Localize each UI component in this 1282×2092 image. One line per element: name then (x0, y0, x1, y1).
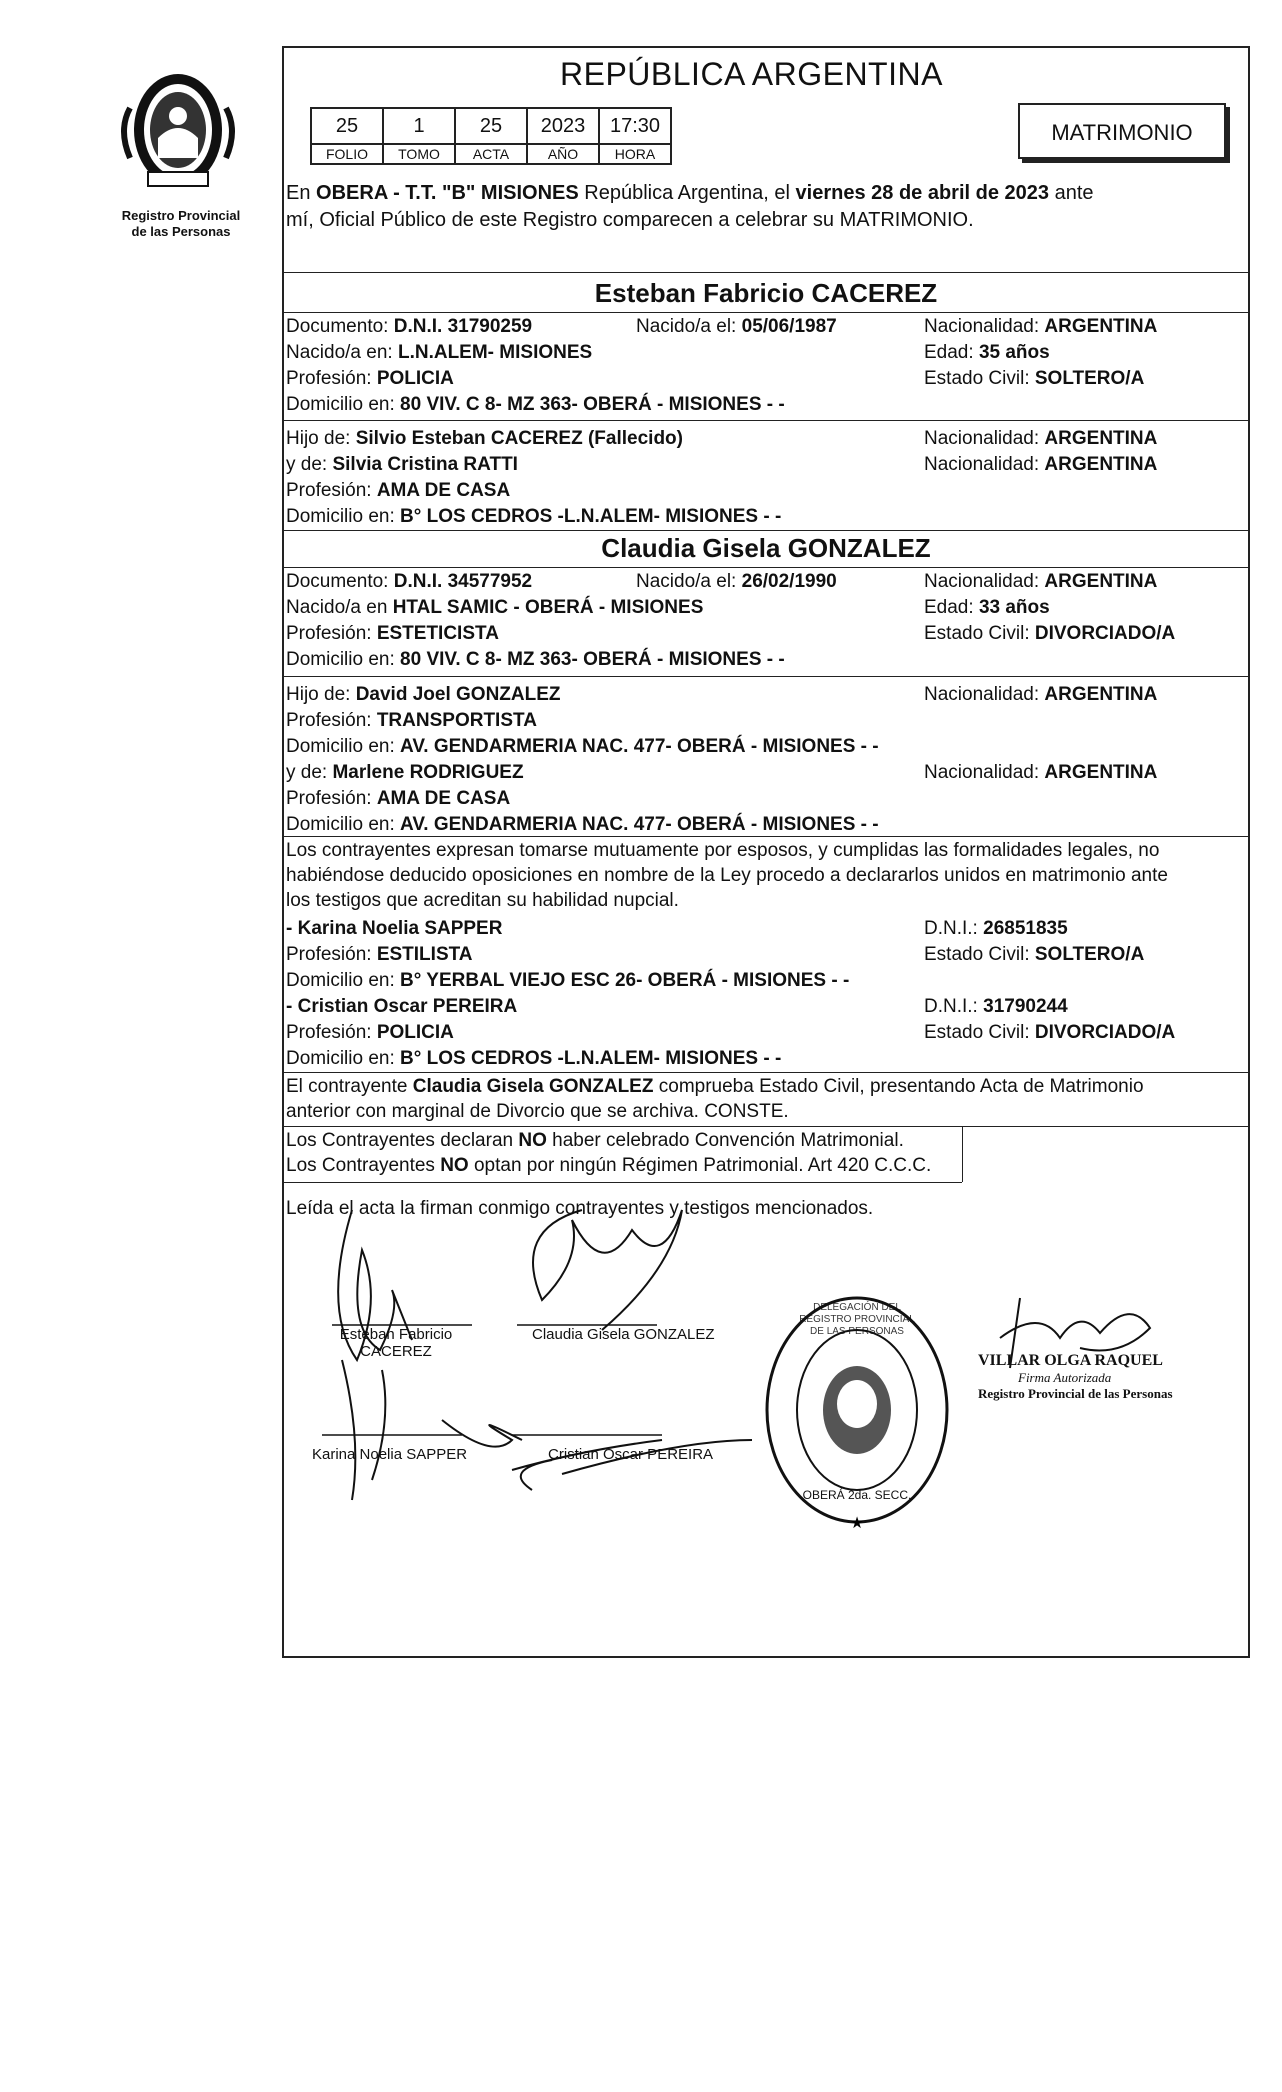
witness1-name: - Karina Noelia SAPPER (286, 918, 503, 939)
spouse2-mother: y de: Marlene RODRIGUEZ (286, 762, 524, 783)
spouse1-profession: Profesión: POLICIA (286, 368, 454, 389)
spouse2-age: Edad: 33 años (924, 597, 1050, 618)
spouse2-father: Hijo de: David Joel GONZALEZ (286, 684, 561, 705)
spouse2-mother-profession: Profesión: AMA DE CASA (286, 788, 511, 809)
conventions-text: Los Contrayentes declaran NO haber celebrado Convención Matrimonial. Los Contrayentes NO optan por ningún Régimen Patrimonial. Art 420 C.C.C. (286, 1130, 932, 1176)
civil-status-note: El contrayente Claudia Gisela GONZALEZ comprueba Estado Civil, presentando Acta de Matrimonio anterior con marginal de Divorcio que se archiva. CONSTE. (286, 1076, 1144, 1122)
spouse1-mother-nationality: Nacionalidad: ARGENTINA (924, 454, 1158, 475)
spouse2-profession: Profesión: ESTETICISTA (286, 623, 499, 644)
page-title: REPÚBLICA ARGENTINA (560, 56, 943, 92)
spouse2-name: Claudia Gisela GONZALEZ (601, 533, 931, 563)
spouse2-father-nationality: Nacionalidad: ARGENTINA (924, 684, 1158, 705)
spouse2-document: Documento: D.N.I. 34577952 (286, 571, 533, 592)
spouse1-father: Hijo de: Silvio Esteban CACEREZ (Fallecido) (286, 428, 683, 449)
official-stamp (978, 1352, 1208, 1402)
spouse1-civil-status: Estado Civil: SOLTERO/A (924, 368, 1145, 389)
spouse2-birthplace: Nacido/a en HTAL SAMIC - OBERÁ - MISIONES (286, 597, 704, 618)
spouse1-nationality: Nacionalidad: ARGENTINA (924, 316, 1158, 337)
spouse1-father-nationality: Nacionalidad: ARGENTINA (924, 428, 1158, 449)
witness2-name: - Cristian Oscar PEREIRA (286, 996, 518, 1017)
intro-text: En OBERA - T.T. "B" MISIONES República Argentina, el viernes 28 de abril de 2023 ante mí, Oficial Público de este Registro comparecen a celebrar su MATRIMONIO. (286, 182, 1094, 231)
witness1-address: Domicilio en: B° YERBAL VIEJO ESC 26- OBERÁ - MISIONES - - (286, 970, 850, 991)
spouse2-civil-status: Estado Civil: DIVORCIADO/A (924, 623, 1176, 644)
signature-label-witness1: Karina Noelia SAPPER (312, 1446, 468, 1463)
register-index-table (310, 107, 672, 165)
hour-label: HORA (599, 144, 671, 164)
spouse2-nationality: Nacionalidad: ARGENTINA (924, 571, 1158, 592)
witness2-address: Domicilio en: B° LOS CEDROS -L.N.ALEM- MISIONES - - (286, 1048, 782, 1069)
official-name: VILLAR OLGA RAQUEL (978, 1352, 1163, 1369)
folio-value: 25 (311, 108, 383, 144)
spouse1-address: Domicilio en: 80 VIV. C 8- MZ 363- OBERÁ - MISIONES - - (286, 394, 785, 415)
witness2-profession: Profesión: POLICIA (286, 1022, 454, 1043)
spouse1-mother: y de: Silvia Cristina RATTI (286, 454, 518, 475)
logo-caption: Registro Provincial de las Personas (121, 208, 241, 239)
witness1-civil-status: Estado Civil: SOLTERO/A (924, 944, 1145, 965)
svg-text:★: ★ (849, 1513, 865, 1532)
official-org: Registro Provincial de las Personas (978, 1386, 1173, 1401)
tomo-value: 1 (383, 108, 455, 144)
seal-bottom-text: OBERÁ 2da. SECC. (802, 1488, 912, 1502)
spouse1-mother-address: Domicilio en: B° LOS CEDROS -L.N.ALEM- MISIONES - - (286, 506, 782, 527)
acta-value: 25 (455, 108, 527, 144)
hour-value: 17:30 (599, 108, 671, 144)
spouse1-age: Edad: 35 años (924, 342, 1050, 363)
spouse1-name: Esteban Fabricio CACEREZ (594, 278, 938, 308)
year-label: AÑO (527, 144, 599, 164)
spouse1-document: Documento: D.N.I. 31790259 (286, 316, 533, 337)
spouse1-mother-profession: Profesión: AMA DE CASA (286, 480, 511, 501)
seal-ring-text: DELEGACIÓN DEL REGISTRO PROVINCIAL DE LAS PERSONAS (799, 1302, 915, 1337)
witness2-civil-status: Estado Civil: DIVORCIADO/A (924, 1022, 1176, 1043)
folio-label: FOLIO (311, 144, 383, 164)
spouse2-address: Domicilio en: 80 VIV. C 8- MZ 363- OBERÁ - MISIONES - - (286, 649, 785, 670)
signature-label-bride: Claudia Gisela GONZALEZ (532, 1326, 715, 1343)
acta-label: ACTA (455, 144, 527, 164)
act-type-box: MATRIMONIO (1018, 103, 1226, 159)
witness1-dni: D.N.I.: 26851835 (924, 918, 1068, 939)
spouse1-birthplace: Nacido/a en: L.N.ALEM- MISIONES (286, 342, 593, 363)
spouse2-father-address: Domicilio en: AV. GENDARMERIA NAC. 477- OBERÁ - MISIONES - - (286, 736, 879, 757)
tomo-label: TOMO (383, 144, 455, 164)
spouse2-father-profession: Profesión: TRANSPORTISTA (286, 710, 537, 731)
spouse2-mother-address: Domicilio en: AV. GENDARMERIA NAC. 477- OBERÁ - MISIONES - - (286, 814, 879, 835)
signature-label-witness2: Cristian Oscar PEREIRA (548, 1446, 714, 1463)
province-logo (108, 68, 248, 192)
official-seal (762, 1292, 952, 1542)
witness2-dni: D.N.I.: 31790244 (924, 996, 1068, 1017)
closing-text: Leída el acta la firman conmigo contrayentes y testigos mencionados. (286, 1198, 874, 1219)
spouse1-birthdate: Nacido/a el: 05/06/1987 (636, 316, 837, 337)
official-role: Firma Autorizada (1018, 1370, 1112, 1385)
spouse2-mother-nationality: Nacionalidad: ARGENTINA (924, 762, 1158, 783)
shield-emblem-icon (108, 68, 248, 192)
witness1-profession: Profesión: ESTILISTA (286, 944, 473, 965)
year-value: 2023 (527, 108, 599, 144)
declaration-text: Los contrayentes expresan tomarse mutuamente por esposos, y cumplidas las formalidades legales, no habiéndose deducido oposiciones en nombre de la Ley procedo a declararlos unidos en matrimonio ante los testigos que acreditan su habilidad nupcial. (286, 840, 1168, 911)
signature-label-groom: Esteban Fabricio CACEREZ (339, 1326, 453, 1360)
spouse2-birthdate: Nacido/a el: 26/02/1990 (636, 571, 837, 592)
